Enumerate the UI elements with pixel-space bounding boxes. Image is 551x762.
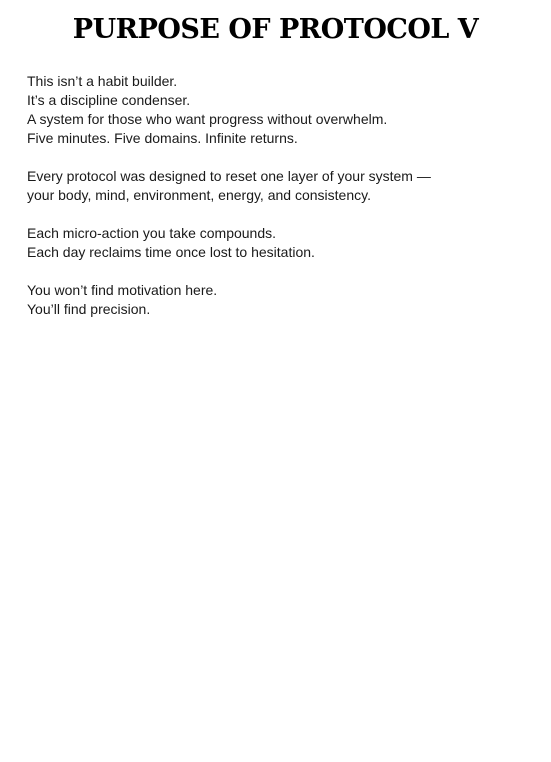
text-line: You’ll find precision. bbox=[27, 301, 151, 317]
text-line: your body, mind, environment, energy, and consistency. bbox=[27, 187, 371, 203]
paragraph-precision bbox=[27, 281, 527, 319]
page-title: PURPOSE OF PROTOCOL V bbox=[72, 14, 479, 45]
text-line: Each micro-action you take compounds. bbox=[27, 225, 277, 241]
body-text bbox=[27, 72, 527, 338]
text-line: Every protocol was designed to reset one layer of your system — bbox=[27, 168, 431, 184]
text-line: This isn’t a habit builder. bbox=[27, 73, 178, 89]
text-line: Each day reclaims time once lost to hesitation. bbox=[27, 244, 315, 260]
text-line: A system for those who want progress without overwhelm. bbox=[27, 111, 388, 127]
text-line: You won’t find motivation here. bbox=[27, 282, 218, 298]
paragraph-compounding bbox=[27, 224, 527, 262]
text-line: It’s a discipline condenser. bbox=[27, 92, 191, 108]
paragraph-design bbox=[27, 167, 527, 205]
text-line: Five minutes. Five domains. Infinite returns. bbox=[27, 130, 298, 146]
paragraph-intro bbox=[27, 72, 527, 148]
